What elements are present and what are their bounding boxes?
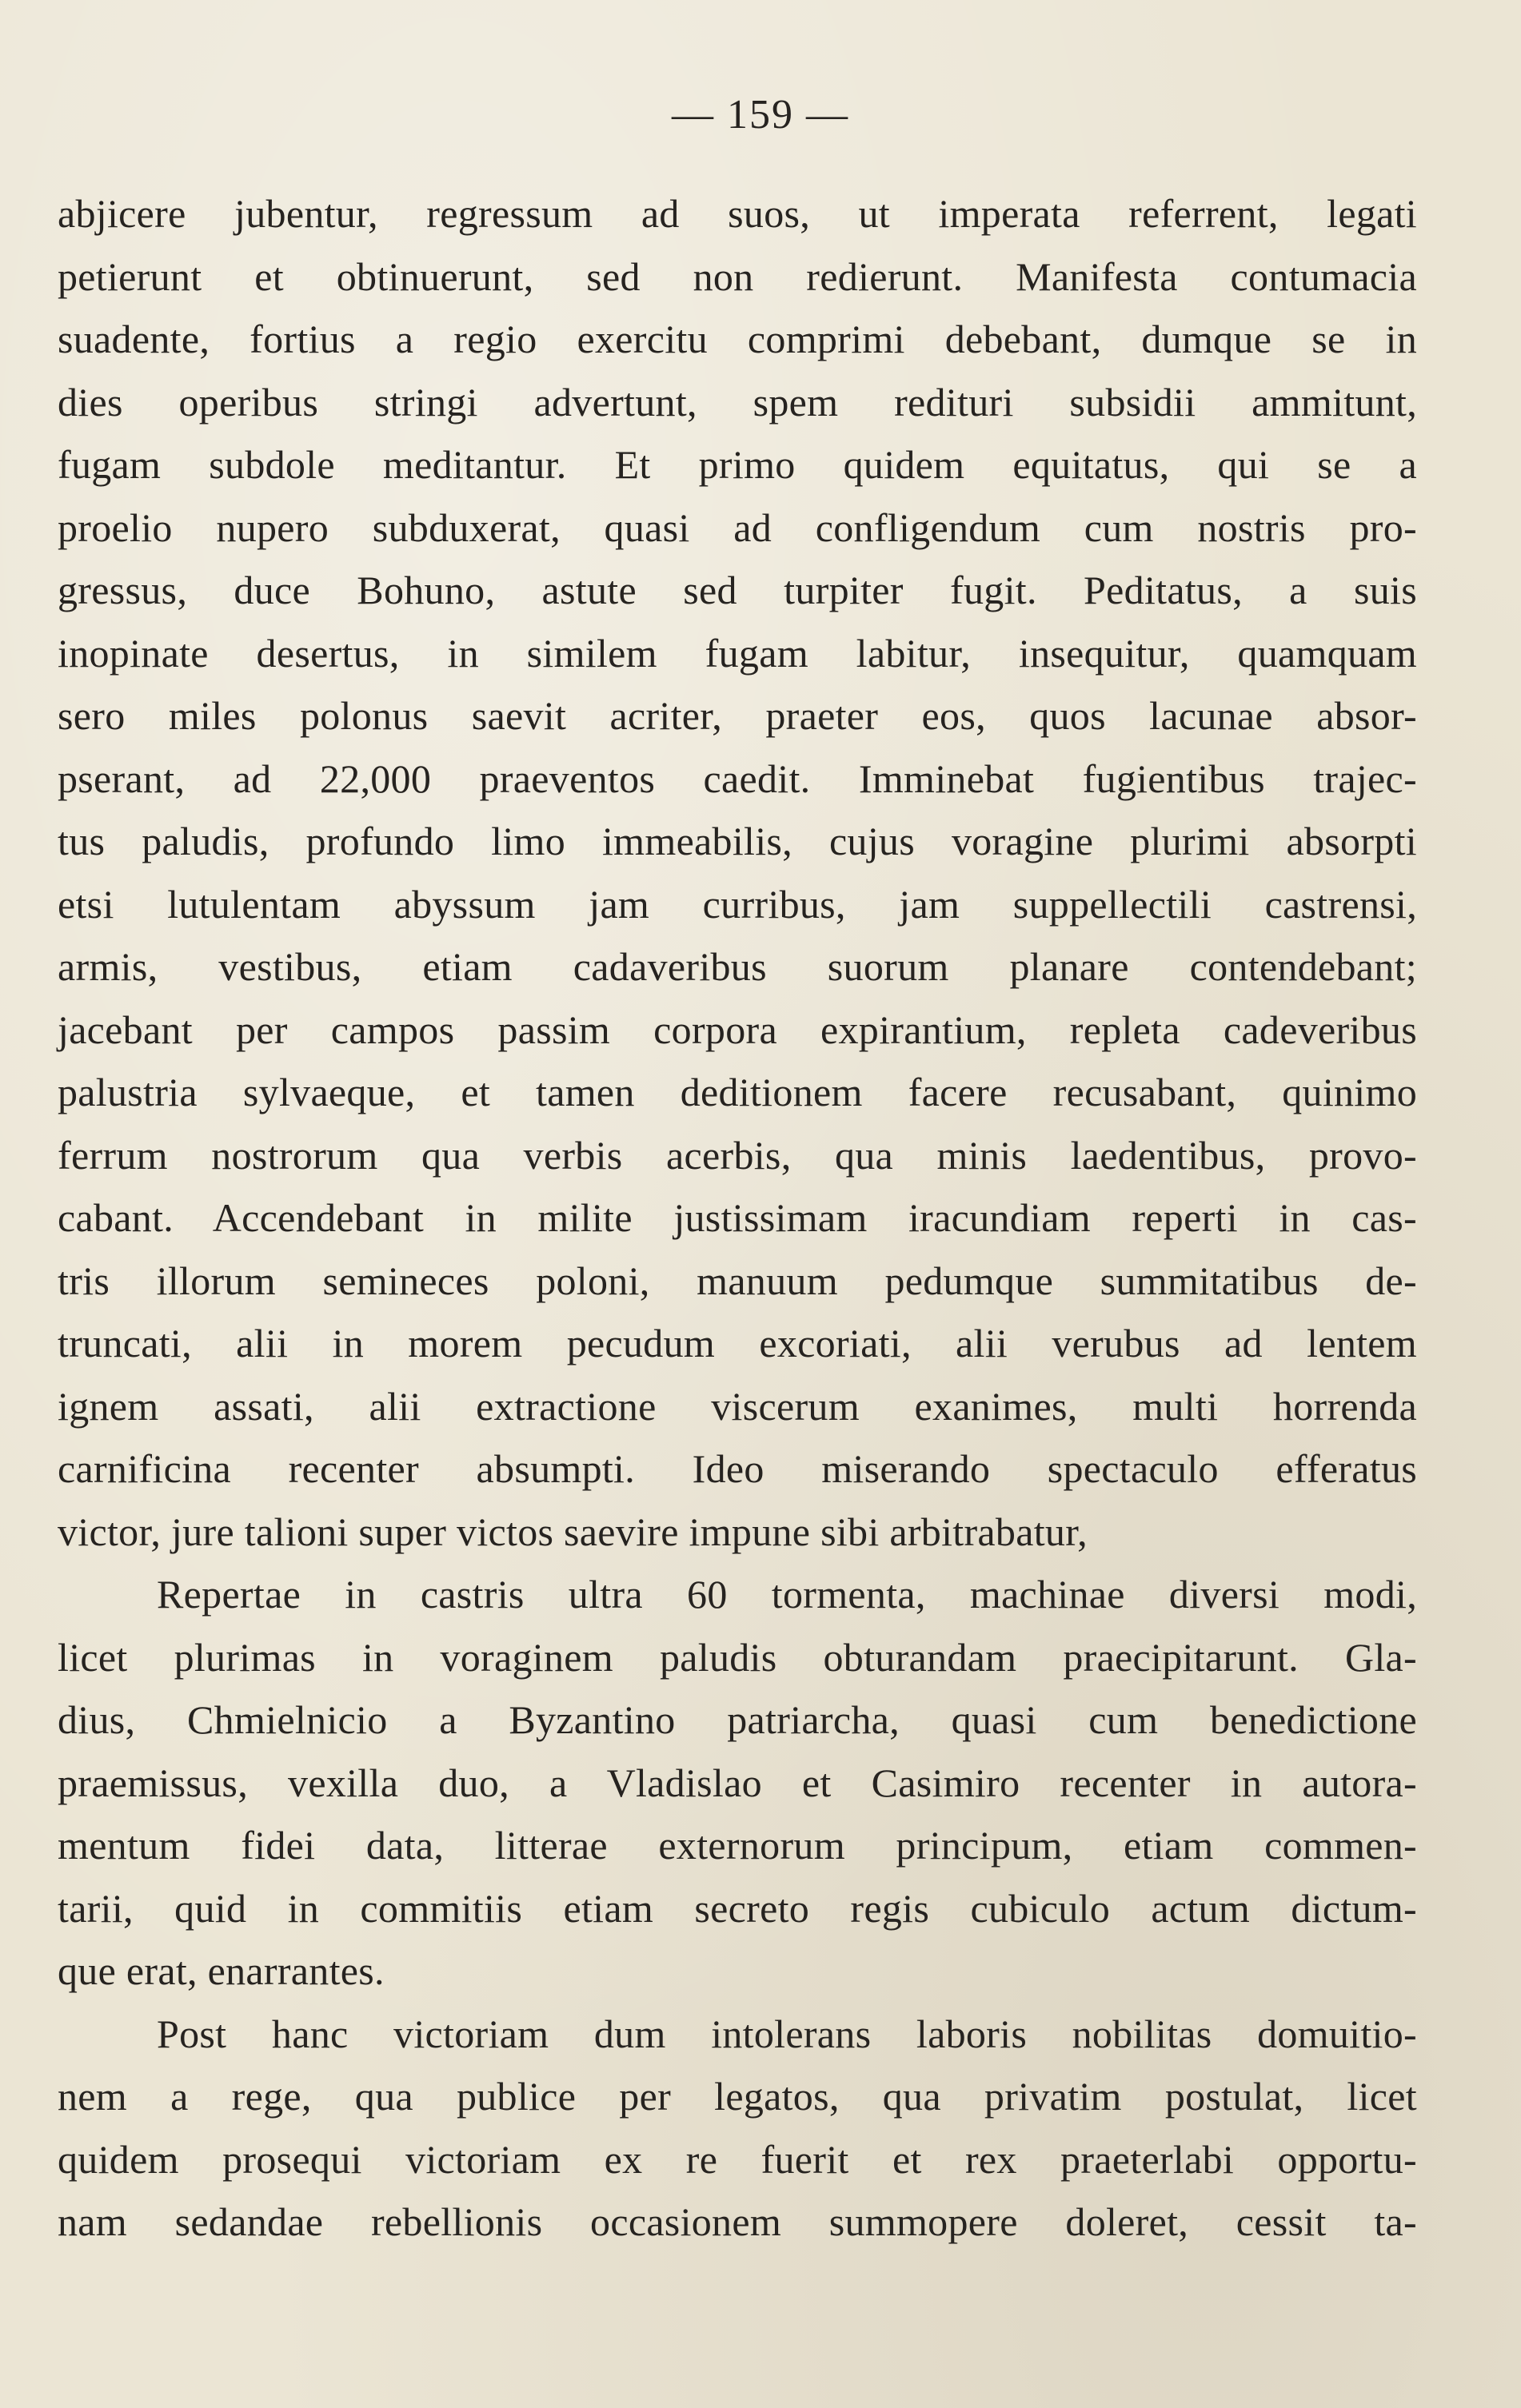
text-line: victor, jure talioni super victos saevire impune sibi arbitrabatur, (58, 1509, 1088, 1554)
text-line: licet plurimas in voraginem paludis obturandam praecipitarunt. Gla- (58, 1634, 1417, 1680)
page-number: — 159 — (672, 92, 849, 138)
text-line: etsi lutulentam abyssum jam curribus, jam suppellectili castrensi, (58, 881, 1417, 927)
text-line: tris illorum semineces poloni, manuum pedumque summitatibus de- (58, 1258, 1417, 1303)
text-line: ferrum nostrorum qua verbis acerbis, qua minis laedentibus, provo- (58, 1132, 1417, 1178)
text-line: jacebant per campos passim corpora expirantium, repleta cadeveribus (58, 1007, 1417, 1052)
text-line: mentum fidei data, litterae externorum principum, etiam commen- (58, 1823, 1417, 1868)
text-line: dies operibus stringi advertunt, spem redituri subsidii ammitunt, (58, 379, 1417, 425)
paragraph (58, 2003, 1417, 2254)
text-line: Post hanc victoriam dum intolerans laboris nobilitas domuitio- (157, 2011, 1417, 2056)
text-line: sero miles polonus saevit acriter, praeter eos, quos lacunae absor- (58, 693, 1417, 738)
body-text (58, 182, 1417, 2254)
text-line: nam sedandae rebellionis occasionem summopere doleret, cessit ta- (58, 2199, 1417, 2244)
text-line: nem a rege, qua publice per legatos, qua privatim postulat, licet (58, 2074, 1417, 2119)
paragraph (58, 182, 1417, 1563)
text-line: ignem assati, alii extractione viscerum exanimes, multi horrenda (58, 1383, 1417, 1429)
text-line: cabant. Accendebant in milite justissimam iracundiam reperti in cas- (58, 1195, 1417, 1240)
text-line: fugam subdole meditantur. Et primo quidem equitatus, qui se a (58, 442, 1417, 487)
text-line: tarii, quid in commitiis etiam secreto regis cubiculo actum dictum- (58, 1885, 1417, 1931)
text-line: que erat, enarrantes. (58, 1948, 385, 1993)
text-line: pserant, ad 22,000 praeventos caedit. Imminebat fugientibus trajec- (58, 755, 1417, 801)
text-line: dius, Chmielnicio a Byzantino patriarcha, quasi cum benedictione (58, 1697, 1417, 1742)
paragraph (58, 1563, 1417, 2003)
text-line: petierunt et obtinuerunt, sed non redierunt. Manifesta contumacia (58, 253, 1417, 299)
text-line: proelio nupero subduxerat, quasi ad confligendum cum nostris pro- (58, 504, 1417, 550)
text-line: suadente, fortius a regio exercitu comprimi debebant, dumque se in (58, 317, 1417, 361)
text-line: armis, vestibus, etiam cadaveribus suorum planare contendebant; (58, 944, 1417, 989)
text-line: carnificina recenter absumpti. Ideo miserando spectaculo efferatus (58, 1446, 1417, 1491)
text-line: Repertae in castris ultra 60 tormenta, machinae diversi modi, (157, 1572, 1417, 1617)
text-line: palustria sylvaeque, et tamen deditionem facere recusabant, quinimo (58, 1070, 1417, 1114)
text-line: abjicere jubentur, regressum ad suos, ut imperata referrent, legati (58, 191, 1417, 236)
text-line: praemissus, vexilla duo, a Vladislao et Casimiro recenter in autora- (58, 1760, 1417, 1805)
text-line: tus paludis, profundo limo immeabilis, cujus voragine plurimi absorpti (58, 819, 1417, 863)
text-line: truncati, alii in morem pecudum excoriati, alii verubus ad lentem (58, 1321, 1417, 1365)
text-line: gressus, duce Bohuno, astute sed turpiter fugit. Peditatus, a suis (58, 568, 1417, 612)
text-line: inopinate desertus, in similem fugam labitur, insequitur, quamquam (58, 630, 1417, 676)
text-line: quidem prosequi victoriam ex re fuerit et rex praeterlabi opportu- (58, 2136, 1417, 2182)
